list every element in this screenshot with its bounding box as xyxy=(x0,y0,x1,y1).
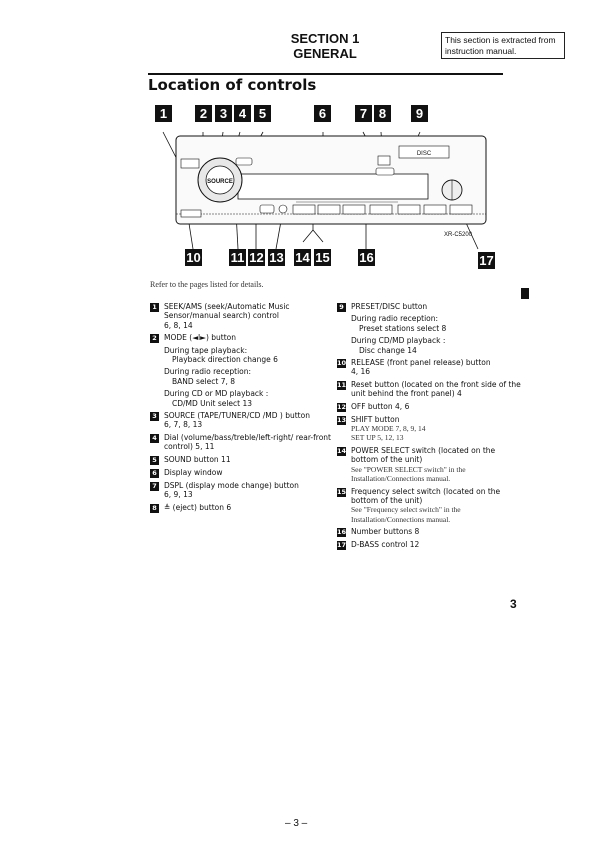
callout-10: 10 xyxy=(186,250,201,265)
callout-13: 13 xyxy=(269,250,284,265)
legend-item xyxy=(150,411,340,430)
item-title: SHIFT button xyxy=(351,414,400,424)
item-number-badge: 6 xyxy=(150,469,159,478)
item-title: PRESET/DISC button xyxy=(351,302,428,311)
item-title: Reset button (located on the front side of the unit behind the front panel) 4 xyxy=(351,379,521,399)
callout-4: 4 xyxy=(234,105,251,122)
item-number-badge: 14 xyxy=(337,446,347,455)
legend-item xyxy=(337,527,522,537)
item-body xyxy=(351,487,522,525)
item-title: DSPL (display mode change) button xyxy=(164,480,299,490)
callout-9: 9 xyxy=(411,105,428,122)
legend-item xyxy=(337,402,522,412)
item-number-badge: 15 xyxy=(337,487,347,496)
item-sub xyxy=(351,314,522,333)
item-body xyxy=(164,433,340,452)
item-body xyxy=(164,333,340,408)
item-pages: 4, 16 xyxy=(351,367,371,377)
item-sub xyxy=(164,367,340,386)
item-sub xyxy=(164,389,340,408)
item-pages: 6, 7, 8, 13 xyxy=(164,420,203,430)
legend-item xyxy=(337,358,522,377)
sub-detail: BAND select 7, 8 xyxy=(172,376,236,386)
item-number-badge: 11 xyxy=(337,380,347,389)
callout-2: 2 xyxy=(195,105,212,122)
callout-12: 12 xyxy=(249,250,264,265)
sub-heading: During CD or MD playback : xyxy=(164,389,269,399)
front-panel-illustration xyxy=(148,102,508,272)
callout-14: 14 xyxy=(295,250,310,265)
page-number: 3 xyxy=(510,597,517,611)
legend-item xyxy=(337,446,522,484)
item-pages: 6, 8, 14 xyxy=(164,320,193,330)
title-rule xyxy=(148,73,503,75)
legend-item xyxy=(150,455,340,465)
section-marker xyxy=(521,288,529,299)
svg-text:SOURCE: SOURCE xyxy=(207,179,233,185)
item-body xyxy=(164,481,340,500)
legend-item xyxy=(337,302,522,355)
callout-1: 1 xyxy=(155,105,172,122)
item-title: ≜ (eject) button 6 xyxy=(164,502,232,512)
item-number-badge: 4 xyxy=(150,434,159,443)
item-body xyxy=(351,380,522,399)
item-number-badge: 8 xyxy=(150,504,159,513)
item-body xyxy=(164,411,340,430)
item-title: Frequency select switch (located on the bottom of the unit) xyxy=(351,486,501,505)
sub-heading: During tape playback: xyxy=(164,345,248,355)
item-body xyxy=(351,302,522,355)
legend-item xyxy=(337,487,522,525)
item-body xyxy=(164,302,340,330)
item-title: SEEK/AMS (seek/Automatic Music Sensor/manual search) control xyxy=(164,302,290,321)
callout-6: 6 xyxy=(314,105,331,122)
legend-item xyxy=(150,302,340,330)
item-number-badge: 2 xyxy=(150,334,159,343)
sub-heading: During radio reception: xyxy=(164,367,252,377)
item-title: SOURCE (TAPE/TUNER/CD /MD ) button xyxy=(164,411,310,421)
item-title: Display window xyxy=(164,467,223,477)
sub-detail: Preset stations select 8 xyxy=(359,323,447,333)
item-title: SOUND button 11 xyxy=(164,454,231,464)
legend-item xyxy=(150,433,340,452)
callout-5: 5 xyxy=(254,105,271,122)
item-body xyxy=(351,402,522,412)
legend-item xyxy=(150,503,340,513)
right-column xyxy=(337,302,522,553)
section-header xyxy=(250,31,400,61)
section-number: SECTION 1 xyxy=(290,31,360,46)
item-line: See "POWER SELECT switch" in the Installation/Connections manual. xyxy=(351,464,466,484)
section-title: GENERAL xyxy=(293,46,357,61)
item-body xyxy=(351,358,522,377)
callout-17: 17 xyxy=(479,253,494,268)
item-number-badge: 13 xyxy=(337,415,347,424)
item-title: D-BASS control 12 xyxy=(351,540,420,550)
legend-item xyxy=(337,380,522,399)
callout-3: 3 xyxy=(215,105,232,122)
item-sub xyxy=(351,336,522,355)
item-sub xyxy=(164,346,340,365)
sub-detail: Disc change 14 xyxy=(359,345,417,355)
item-title: Number buttons 8 xyxy=(351,527,420,537)
sub-detail: CD/MD Unit select 13 xyxy=(172,398,253,408)
item-number-badge: 12 xyxy=(337,402,347,411)
svg-text:DISC: DISC xyxy=(416,151,432,157)
callout-16: 16 xyxy=(359,250,374,265)
item-title: OFF button 4, 6 xyxy=(351,401,410,411)
left-column xyxy=(150,302,340,516)
item-title: MODE (◄I►) button xyxy=(164,333,236,343)
item-title: Dial (volume/bass/treble/left-right/ rear-front control) 5, 11 xyxy=(164,432,331,452)
item-title: POWER SELECT switch (located on the bottom of the unit) xyxy=(351,445,496,465)
item-body xyxy=(351,446,522,484)
footer-page: – 3 – xyxy=(285,818,308,829)
sub-detail: Playback direction change 6 xyxy=(172,355,278,365)
callout-8: 8 xyxy=(374,105,391,122)
item-number-badge: 7 xyxy=(150,482,159,491)
item-line: See "Frequency select switch" in the Installation/Connections manual. xyxy=(351,505,461,524)
item-body xyxy=(351,527,522,537)
item-number-badge: 17 xyxy=(337,541,347,550)
item-number-badge: 3 xyxy=(150,412,159,421)
item-pages: 6, 9, 13 xyxy=(164,490,193,500)
item-number-badge: 16 xyxy=(337,528,347,537)
page-title: Location of controls xyxy=(148,76,317,94)
item-number-badge: 10 xyxy=(337,359,347,368)
legend-item xyxy=(337,540,522,550)
sub-heading: During CD/MD playback : xyxy=(351,336,446,346)
refer-note: Refer to the pages listed for details. xyxy=(150,280,264,289)
item-line: SET UP 5, 12, 13 xyxy=(351,433,404,443)
legend-item xyxy=(150,468,340,478)
item-title: RELEASE (front panel release) button xyxy=(351,358,491,368)
item-line: PLAY MODE 7, 8, 9, 14 xyxy=(351,424,426,434)
item-number-badge: 1 xyxy=(150,303,159,312)
legend-item xyxy=(337,415,522,443)
item-number-badge: 9 xyxy=(337,303,346,312)
model-label: XR-C5200 xyxy=(444,232,473,238)
item-body xyxy=(164,468,340,478)
callout-7: 7 xyxy=(355,105,372,122)
callout-15: 15 xyxy=(315,250,330,265)
item-body xyxy=(164,503,340,513)
legend-item xyxy=(150,481,340,500)
callout-11: 11 xyxy=(230,250,245,265)
sub-heading: During radio reception: xyxy=(351,314,439,324)
legend-item xyxy=(150,333,340,408)
item-body xyxy=(351,415,522,443)
unit-diagram xyxy=(148,102,508,272)
item-body xyxy=(351,540,522,550)
item-body xyxy=(164,455,340,465)
item-number-badge: 5 xyxy=(150,456,159,465)
extract-note: This section is extracted from instruction manual. xyxy=(441,32,565,59)
